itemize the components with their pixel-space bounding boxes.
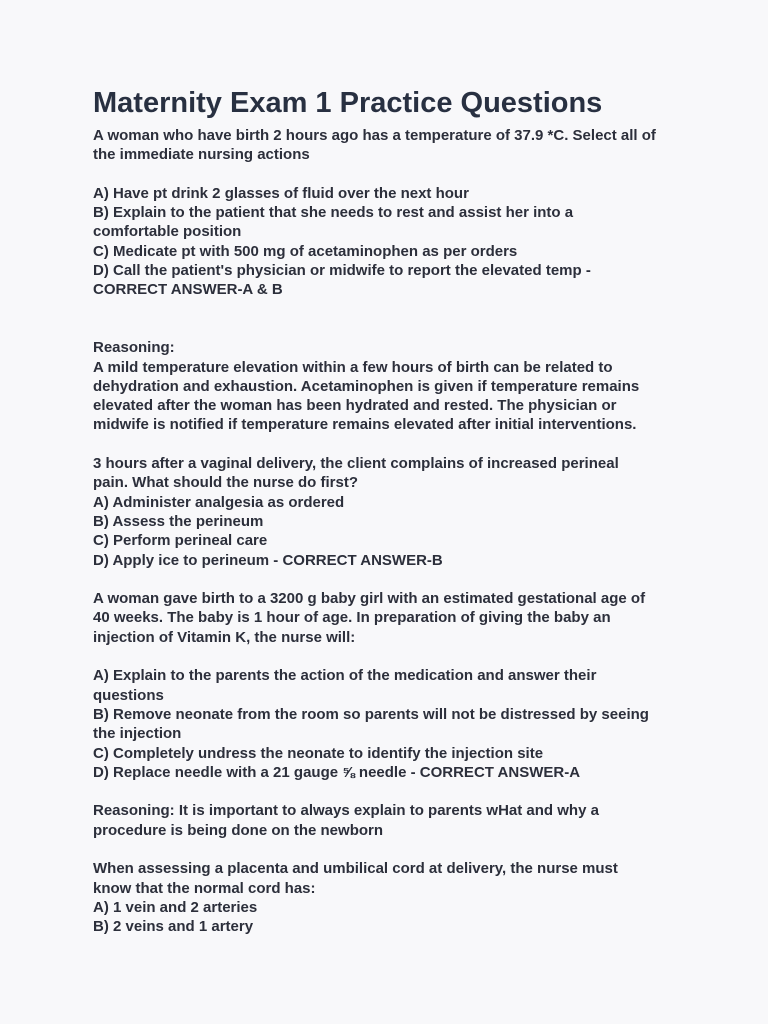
text-line: A) 1 vein and 2 arteries [93,898,258,916]
text-line: When assessing a placenta and umbilical cord at delivery, the nurse must [93,860,618,878]
blank-line [93,570,693,589]
text-line: C) Medicate pt with 500 mg of acetaminophen as per orders [93,242,518,260]
text-line: comfortable position [93,223,242,241]
text-line: C) Perform perineal care [93,532,268,550]
text-line: A) Administer analgesia as ordered [93,493,345,511]
text-line: procedure is being done on the newborn [93,821,384,839]
text-line: A mild temperature elevation within a few hours of birth can be related to [93,358,613,376]
text-line: B) Explain to the patient that she needs to rest and assist her into a [93,204,574,222]
text-line: CORRECT ANSWER-A & B [93,281,283,299]
text-line: A) Have pt drink 2 glasses of fluid over the next hour [93,184,469,202]
text-line: elevated after the woman has been hydrated and rested. The physician or [93,397,617,415]
text-line: the injection [93,725,182,743]
text-line: A) Explain to the parents the action of the medication and answer their [93,667,597,685]
document-page [93,86,693,936]
blank-line [93,300,693,339]
text-line: dehydration and exhaustion. Acetaminophen is given if temperature remains [93,377,640,395]
text-line: the immediate nursing actions [93,146,310,164]
blank-line [93,840,693,859]
blank-line [93,647,693,666]
text-line: B) 2 veins and 1 artery [93,918,254,936]
text-line: injection of Vitamin K, the nurse will: [93,628,356,646]
page-title: Maternity Exam 1 Practice Questions [93,87,603,119]
text-line: 40 weeks. The baby is 1 hour of age. In preparation of giving the baby an [93,609,611,627]
text-line: D) Call the patient's physician or midwife to report the elevated temp - [93,262,591,280]
text-line: C) Completely undress the neonate to identify the injection site [93,744,544,762]
text-line: pain. What should the nurse do first? [93,474,358,492]
text-line: midwife is notified if temperature remains elevated after initial interventions. [93,416,637,434]
text-line: Reasoning: It is important to always explain to parents wHat and why a [93,802,599,820]
text-line: B) Assess the perineum [93,512,264,530]
text-line: questions [93,686,164,704]
blank-line [93,782,693,801]
blank-line [93,435,693,454]
text-line: A woman who have birth 2 hours ago has a temperature of 37.9 *C. Select all of [93,127,656,144]
document-body [93,126,693,936]
blank-line [93,165,693,184]
text-line: B) Remove neonate from the room so parents will not be distressed by seeing [93,705,649,723]
text-line: Reasoning: [93,339,175,357]
text-line: D) Replace needle with a 21 gauge ⅝ needle - CORRECT ANSWER-A [93,763,581,781]
text-line: D) Apply ice to perineum - CORRECT ANSWER-B [93,551,443,569]
text-line: A woman gave birth to a 3200 g baby girl with an estimated gestational age of [93,590,646,608]
text-line: 3 hours after a vaginal delivery, the client complains of increased perineal [93,455,619,473]
text-line: know that the normal cord has: [93,879,316,897]
